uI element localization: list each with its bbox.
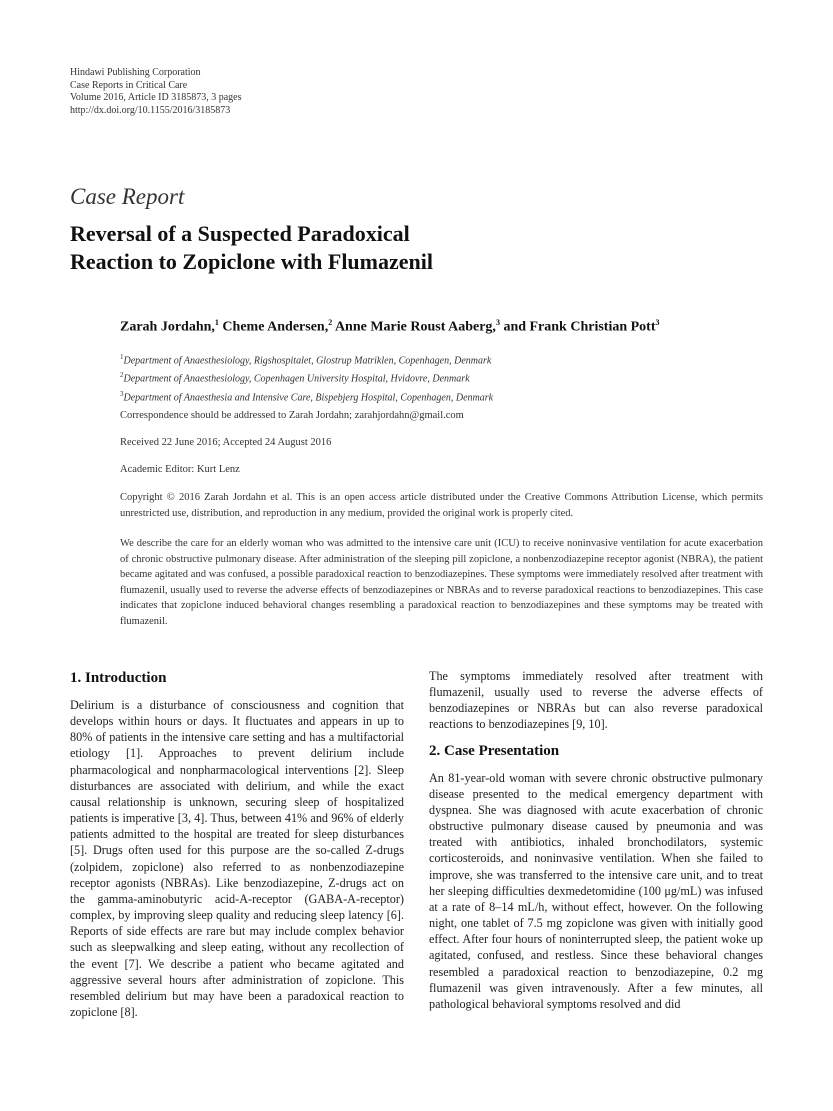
affiliation-list	[120, 350, 493, 405]
affiliation	[120, 387, 493, 405]
doi-link[interactable]: http://dx.doi.org/10.1155/2016/3185873	[70, 104, 231, 116]
introduction-continued-paragraph: The symptoms immediately resolved after treatment with flumazenil, usually used to reverse the adverse effects of benzodiazepines or NBRAs but can also reverse paradoxical reactions to benzodiazepines [9, 10].	[429, 669, 763, 732]
affiliation-text: Department of Anaesthesiology, Copenhagen University Hospital, Hvidovre, Denmark	[123, 373, 470, 385]
abstract: We describe the care for an elderly woman who was admitted to the intensive care unit (ICU) to receive noninvasive ventilation for acute exacerbation of chronic obstructive pulmonary disease. After administration of the sleeping pill zopiclone, a nonbenzodiazepine receptor agonist (NBRA), the patient became agitated and was confused, a possible paradoxical reaction to benzodiazepines. These symptoms were immediately resolved after treatment with flumazenil, usually used to reverse the adverse effects of benzodiazepines or NBRAs and to reverse paradoxical reactions to benzodiazepines. This case indicates that zopiclone induced behavioral changes resembling a paradoxical reaction to benzodiazepines and these symptoms may be treated with flumazenil.	[120, 538, 763, 627]
copyright-notice: Copyright © 2016 Zarah Jordahn et al. This is an open access article distributed under the Creative Commons Attribution License, which permits unrestricted use, distribution, and reproduction in any medium, provided the original work is properly cited.	[120, 492, 763, 519]
affiliation-marker: 1	[120, 353, 124, 361]
section-heading-introduction: 1. Introduction	[70, 670, 167, 686]
case-presentation-paragraph: An 81-year-old woman with severe chronic obstructive pulmonary disease presented to the medical emergency department with dyspnea. She was diagnosed with acute exacerbation of chronic obstructive pulmonary disease caused by pneumonia and was treated with antibiotics, inhaled bronchodilators, systemic corticosteroids, and noninvasive ventilation. When she failed to improve, she was transferred to the intensive care unit, and to treat her sleeping difficulties dexmedetomidine (100 μg/mL) was infused at a rate of 8–14 mL/h, without effect, however. On the following night, one tablet of 7.5 mg zopiclone was given with initially good effect. After four hours of noninterrupted sleep, the patient woke up agitated, confused, and restless. Since these behavioral changes resembled a paradoxical reaction to benzodiazepine, 0.2 mg flumazenil was given intravenously. After a few minutes, all pathological behavioral symptoms resolved and did	[429, 770, 763, 1011]
right-column	[429, 668, 763, 1012]
correspondence: Correspondence should be addressed to Zarah Jordahn; zarahjordahn@gmail.com	[120, 410, 464, 421]
journal-name: Case Reports in Critical Care	[70, 79, 188, 91]
section-heading-case-presentation: 2. Case Presentation	[429, 742, 560, 759]
academic-editor: Academic Editor: Kurt Lenz	[120, 464, 240, 475]
author-affil-marker: 3	[495, 318, 500, 327]
volume-info: Volume 2016, Article ID 3185873, 3 pages	[70, 92, 242, 103]
affiliation-text: Department of Anaesthesia and Intensive Care, Bispebjerg Hospital, Copenhagen, Denmark	[123, 391, 494, 403]
author-name: and Frank Christian Pott	[503, 319, 656, 335]
author-affil-marker: 1	[214, 318, 219, 327]
affiliation	[120, 368, 493, 386]
introduction-paragraph: Delirium is a disturbance of consciousness and cognition that develops within hours or days. It fluctuates and appears in up to 80% of patients in the intensive care setting and has a multifactorial etiology [1]. Approaches to prevent delirium include pharmacological and nonpharmacological interventions [2]. Sleep disturbances are associated with delirium, and while the exact causal relationship is unknown, securing sleep of hospitalized patients is imperative [3, 4]. Thus, between 41% and 96% of elderly patients admitted to the hospital are treated for sleep disturbances [5]. Drugs often used for this purpose are the so-called Z-drugs (zolpidem, zopiclone) also referred to as nonbenzodiazepine receptor agonists (NBRAs). Like benzodiazepine, Z-drugs act on the gamma-aminobutyric acid-A-receptor (GABA-A-receptor) complex, by improving sleep quality and reducing sleep latency [6]. Reports of side effects are rare but may include complex behavior such as sleepwalking and sleep eating, without any recollection of the event [7]. We describe a patient who became agitated and aggressive several hours after administration of zopiclone. This resembled delirium but may have been a paradoxical reaction to zopiclone [8].	[70, 698, 404, 1019]
affiliation-text: Department of Anaesthesiology, Rigshospitalet, Glostrup Matriklen, Copenhagen, Denmark	[123, 355, 492, 367]
author-list	[120, 318, 660, 336]
title-line-2: Reaction to Zopiclone with Flumazenil	[70, 249, 433, 274]
affiliation	[120, 350, 493, 368]
author-name: Anne Marie Roust Aaberg,	[334, 319, 496, 335]
left-column	[70, 668, 404, 1020]
author-name: Cheme Andersen,	[222, 319, 329, 335]
publisher-header	[70, 67, 241, 117]
author-affil-marker: 3	[655, 318, 660, 327]
author-affil-marker: 2	[328, 318, 333, 327]
author-name: Zarah Jordahn,	[120, 319, 215, 335]
title-line-1: Reversal of a Suspected Paradoxical	[70, 221, 410, 246]
received-dates: Received 22 June 2016; Accepted 24 August 2016	[120, 437, 332, 448]
publisher-name: Hindawi Publishing Corporation	[70, 67, 201, 78]
affiliation-marker: 3	[120, 389, 124, 398]
affiliation-marker: 2	[120, 371, 124, 380]
article-type: Case Report	[70, 184, 185, 209]
article-title	[70, 220, 770, 276]
